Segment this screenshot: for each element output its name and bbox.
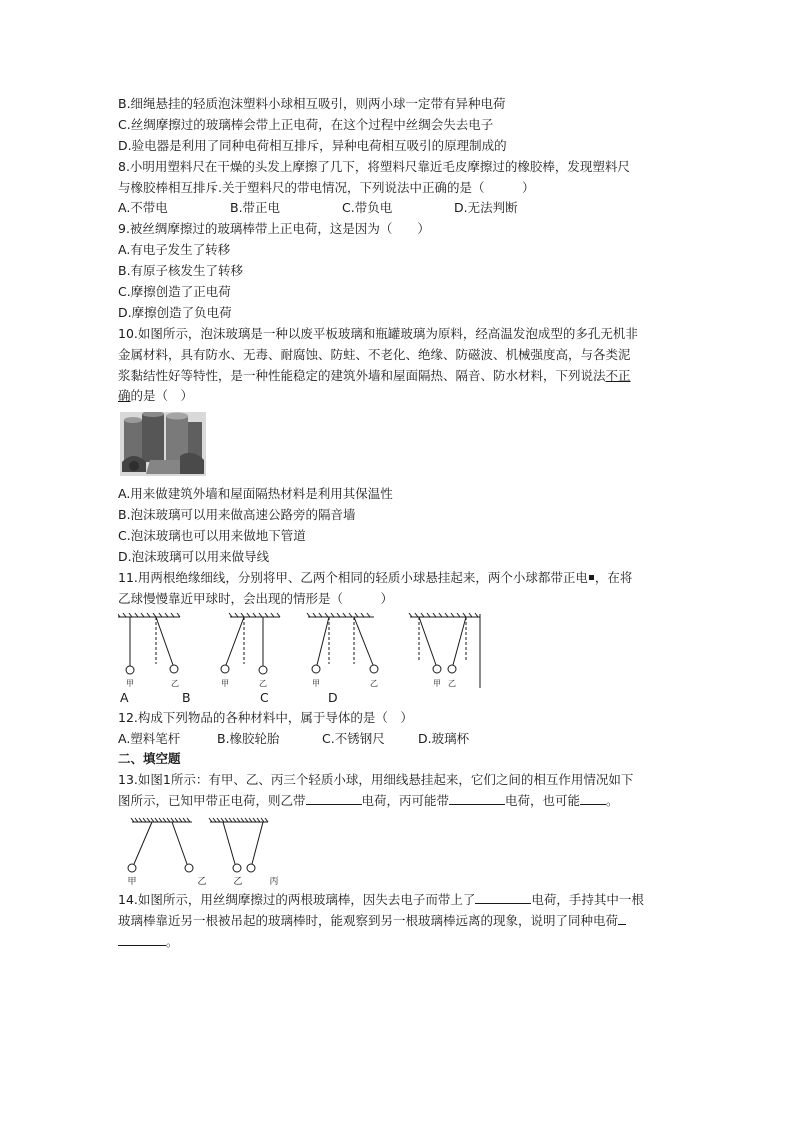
q13-blank-2[interactable] <box>449 792 505 805</box>
q9-option-b: B.有原子核发生了转移 <box>118 263 244 279</box>
q7-option-b: B.细绳悬挂的轻质泡沫塑料小球相互吸引，则两小球一定带有异种电荷 <box>118 96 506 111</box>
q10-option-c: C.泡沫玻璃也可以用来做地下管道 <box>118 528 306 544</box>
q8-option-c: C.带负电 <box>342 200 393 216</box>
q8-stem-line1: 8.小明用塑料尺在干燥的头发上摩擦了几下，将塑料尺靠近毛皮摩擦过的橡胶棒，发现塑料尺 <box>118 158 630 174</box>
q13-blank-3[interactable] <box>580 792 606 805</box>
q12-option-b: B.橡胶轮胎 <box>217 730 280 746</box>
q12-option-c: C.不锈钢尺 <box>322 730 385 746</box>
q11-stem-line2: 乙球慢慢靠近甲球时，会出现的情形是（ ） <box>118 590 394 606</box>
q14-blank-1[interactable] <box>475 891 531 904</box>
q11-d-ball-yi: 乙 <box>448 678 456 688</box>
q12-stem: 12.构成下列物品的各种材料中，属于导体的是（ ） <box>118 709 413 725</box>
q8-options <box>118 198 698 219</box>
q10-stem-line2: 金属材料，具有防水、无毒、耐腐蚀、防蛀、不老化、绝缘、防磁波、机械强度高，与各类泥 <box>118 346 631 362</box>
q11-a-ball-yi: 乙 <box>171 678 179 688</box>
q10-option-d: D.泡沫玻璃可以用来做导线 <box>118 549 270 565</box>
q11-c-ball-jia: 甲 <box>312 678 320 688</box>
q10-option-b: B.泡沫玻璃可以用来做高速公路旁的隔音墙 <box>118 507 356 523</box>
q9-option-d: D.摩擦创造了负电荷 <box>118 304 232 320</box>
q14-stem-line3: 。 <box>118 932 698 953</box>
q9-option-a: A.有电子发生了转移 <box>118 242 231 258</box>
q7-option-c: C.丝绸摩擦过的玻璃棒会带上正电荷，在这个过程中丝绸会失去电子 <box>118 116 494 132</box>
q11-figure <box>118 612 488 690</box>
q11-diagram-c <box>307 613 378 673</box>
q12-options <box>118 729 698 750</box>
q10-option-a: A.用来做建筑外墙和屋面隔热材料是利用其保温性 <box>118 486 393 502</box>
q11-diagram-b <box>221 613 280 674</box>
q11-a-ball-jia: 甲 <box>126 678 134 688</box>
q10-stem-line4: 确的是（ ） <box>118 388 194 404</box>
q8-option-b: B.带正电 <box>230 200 281 216</box>
q14-blank-2-end[interactable] <box>118 933 166 946</box>
q11-label-c: C <box>260 689 269 705</box>
q13-ball-yi-right: 乙 <box>233 877 243 887</box>
q9-option-c: C.摩擦创造了正电荷 <box>118 284 231 300</box>
q10-stem-line3: 浆黏结性好等特性，是一种性能稳定的建筑外墙和屋面隔热、隔音、防水材料，下列说法不正 <box>118 367 631 383</box>
q12-option-a: A.塑料笔杆 <box>118 730 181 746</box>
q11-label-a: A <box>120 689 129 705</box>
q13-blank-1[interactable] <box>306 792 362 805</box>
q11-stem-line1: 11.用两根绝缘细线，分别将甲、乙两个相同的轻质小球悬挂起来，两个小球都带正电 ，在将 <box>118 569 633 585</box>
q8-stem-line2: 与橡胶棒相互排斥.关于塑料尺的带电情况，下列说法中正确的是（ ） <box>118 179 535 195</box>
ink-spot <box>589 575 594 580</box>
q8-option-d: D.无法判断 <box>454 200 518 216</box>
q13-figure <box>118 816 308 886</box>
q11-b-ball-yi: 乙 <box>259 678 267 688</box>
q11-diagram-d <box>409 613 480 688</box>
q13-ball-yi-left: 乙 <box>197 877 207 887</box>
q10-emphasis-not: 不正 <box>605 367 631 383</box>
q13-ball-jia: 甲 <box>127 877 137 887</box>
q12-option-d: D.玻璃杯 <box>418 730 470 746</box>
q11-diagram-a <box>118 613 180 674</box>
q7-option-d: D.验电器是利用了同种电荷相互排斥，异种电荷相互吸引的原理制成的 <box>118 137 507 153</box>
q11-label-b: B <box>182 689 191 705</box>
q11-b-ball-jia: 甲 <box>221 678 229 688</box>
q8-option-a: A.不带电 <box>118 200 168 216</box>
q10-stem-line1: 10.如图所示，泡沫玻璃是一种以废平板玻璃和瓶罐玻璃为原料，经高温发泡成型的多孔无机非 <box>118 325 638 341</box>
q13-stem-line1: 13.如图1所示：有甲、乙、丙三个轻质小球，用细线悬挂起来，它们之间的相互作用情况如下 <box>118 772 634 788</box>
q13-stem-line2: 图所示，已知甲带正电荷，则乙带 电荷，丙可能带 电荷，也可能 。 <box>118 793 619 809</box>
q13-ball-bing: 丙 <box>269 877 279 887</box>
q9-stem: 9.被丝绸摩擦过的玻璃棒带上正电荷，这是因为（ ） <box>118 221 430 237</box>
q14-stem-line1: 14.如图所示，用丝绸摩擦过的两根玻璃棒，因失去电子而带上了 电荷，手持其中一根 <box>118 892 644 908</box>
q11-label-d: D <box>328 689 338 705</box>
q11-d-ball-jia: 甲 <box>433 678 441 688</box>
exam-page <box>118 94 698 953</box>
foam-glass-photo <box>120 412 206 476</box>
q11-c-ball-yi: 乙 <box>370 678 378 688</box>
q11-option-labels <box>118 690 698 708</box>
q14-blank-2-start[interactable] <box>618 912 626 925</box>
section-fill-in-title: 二、填空题 <box>118 751 181 767</box>
q14-stem-line2: 玻璃棒靠近另一根被吊起的玻璃棒时，能观察到另一根玻璃棒远离的现象，说明了同种电荷 <box>118 911 698 932</box>
